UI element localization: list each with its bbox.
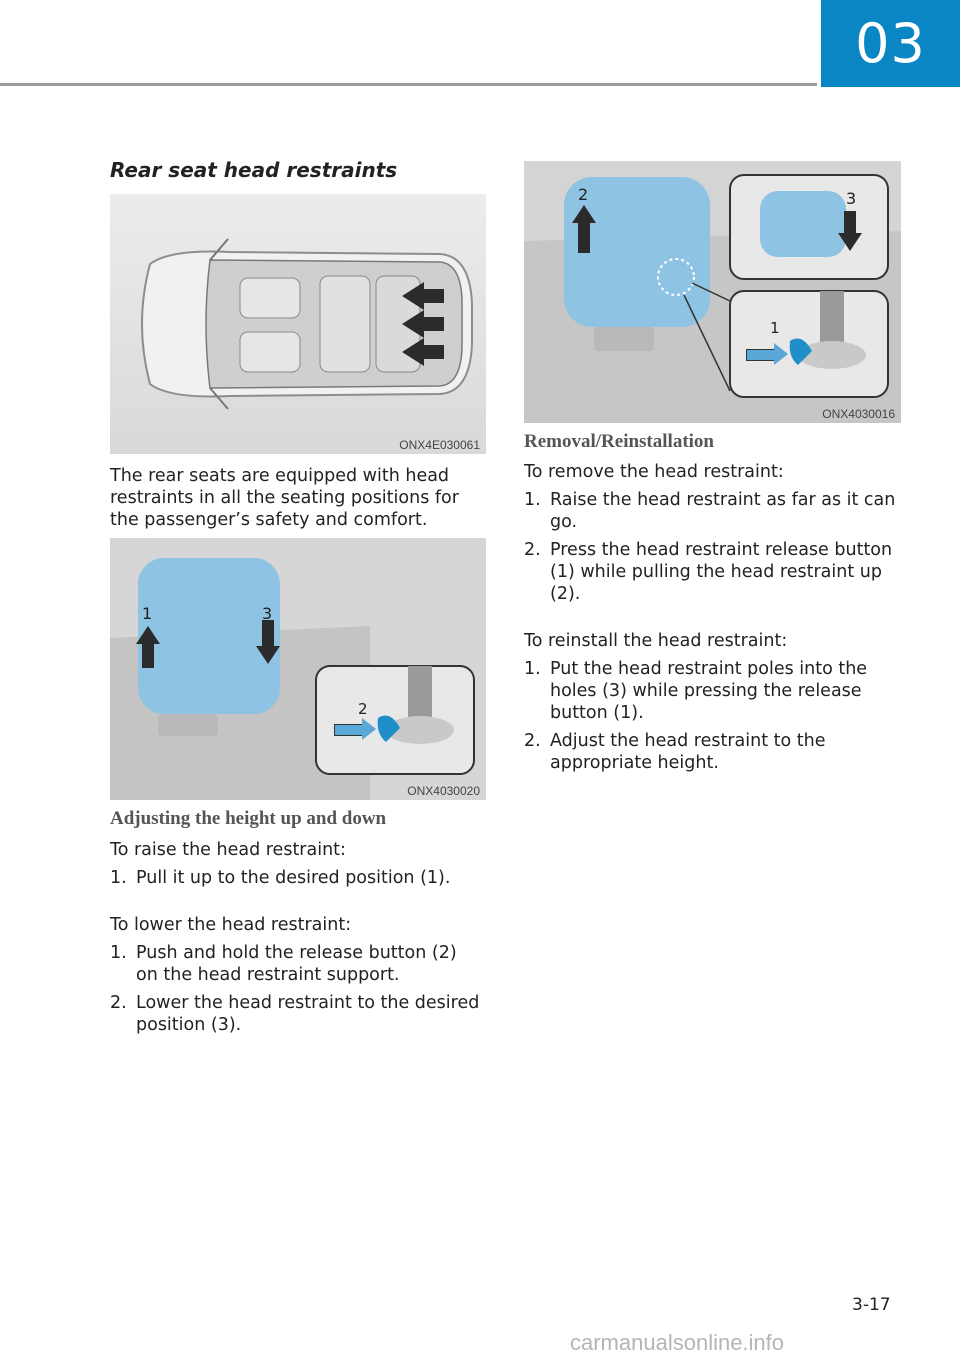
callout-label: 2 xyxy=(578,185,589,204)
figure-removal xyxy=(524,161,901,423)
chapter-tab xyxy=(821,0,960,87)
chapter-number: 03 xyxy=(855,12,926,75)
step-text: Pull it up to the desired position (1). xyxy=(136,868,451,888)
car-arrow-3 xyxy=(402,338,424,366)
down-arrow-icon xyxy=(838,233,862,251)
car-arrow-2-shaft xyxy=(422,317,444,331)
remove-intro: To remove the head restraint: xyxy=(524,462,784,482)
list-item xyxy=(524,658,894,724)
list-item xyxy=(524,539,906,605)
raise-intro: To raise the head restraint: xyxy=(110,840,346,860)
list-item xyxy=(524,489,906,533)
step-number: 1. xyxy=(110,868,127,888)
removal-heading: Removal/Reinstallation xyxy=(524,431,714,452)
step-text: Adjust the head restraint to the appropriate height. xyxy=(550,731,826,773)
step-number: 2. xyxy=(110,993,127,1013)
up-arrow-icon xyxy=(572,205,596,223)
up-arrow-shaft xyxy=(578,223,590,253)
callout-label: 2 xyxy=(358,700,368,718)
car-arrow-1 xyxy=(402,282,424,310)
down-arrow-shaft xyxy=(844,211,856,233)
down-arrow-shaft xyxy=(262,620,274,646)
push-arrow-icon xyxy=(746,349,776,361)
figure-code: ONX4030016 xyxy=(822,407,895,421)
up-arrow-shaft xyxy=(142,644,154,668)
head-restraint-adjust-illustration xyxy=(110,538,486,800)
figure-adjust-height xyxy=(110,538,486,800)
push-arrow-head xyxy=(362,718,376,740)
car-arrow-1-shaft xyxy=(422,289,444,303)
step-number: 2. xyxy=(524,731,541,751)
lower-intro: To lower the head restraint: xyxy=(110,915,352,935)
page-number: 3-17 xyxy=(852,1295,891,1315)
watermark: carmanualsonline.info xyxy=(570,1330,785,1355)
step-number: 1. xyxy=(524,490,541,510)
list-item xyxy=(524,730,894,774)
reinstall-steps xyxy=(524,658,894,780)
list-item xyxy=(110,867,480,889)
up-arrow-icon xyxy=(136,626,160,644)
figure-car-top-view xyxy=(110,194,486,454)
figure-code: ONX4E030061 xyxy=(399,438,480,452)
remove-steps xyxy=(524,489,906,611)
figure-code: ONX4030020 xyxy=(407,784,480,798)
callout-label: 3 xyxy=(846,189,857,208)
section-title: Rear seat head restraints xyxy=(110,158,398,182)
raise-steps xyxy=(110,867,480,895)
push-arrow-head xyxy=(774,343,788,365)
down-arrow-icon xyxy=(256,646,280,664)
step-number: 2. xyxy=(524,540,541,560)
list-item xyxy=(110,992,480,1036)
step-number: 1. xyxy=(524,659,541,679)
step-text: Lower the head restraint to the desired position (3). xyxy=(136,993,480,1035)
intro-paragraph: The rear seats are equipped with head restraints in all the seating positions for the passenger’s safety and comfort. xyxy=(110,466,459,530)
push-arrow-icon xyxy=(334,724,364,736)
callout-label: 1 xyxy=(770,319,780,337)
step-text: Press the head restraint release button (1) while pulling the head restraint up (2). xyxy=(550,540,893,604)
step-number: 1. xyxy=(110,943,127,963)
car-arrow-2 xyxy=(402,310,424,338)
callout-label: 1 xyxy=(142,604,153,623)
step-text: Put the head restraint poles into the holes (3) while pressing the release button (1). xyxy=(550,659,868,723)
step-text: Push and hold the release button (2) on the head restraint support. xyxy=(136,943,457,985)
reinstall-intro: To reinstall the head restraint: xyxy=(524,631,788,651)
adjust-heading: Adjusting the height up and down xyxy=(110,808,387,829)
list-item xyxy=(110,942,480,986)
car-arrow-3-shaft xyxy=(422,345,444,359)
callout-label: 3 xyxy=(262,604,273,623)
step-text: Raise the head restraint as far as it can go. xyxy=(550,490,896,532)
lower-steps xyxy=(110,942,480,1042)
header-rule xyxy=(0,83,817,86)
